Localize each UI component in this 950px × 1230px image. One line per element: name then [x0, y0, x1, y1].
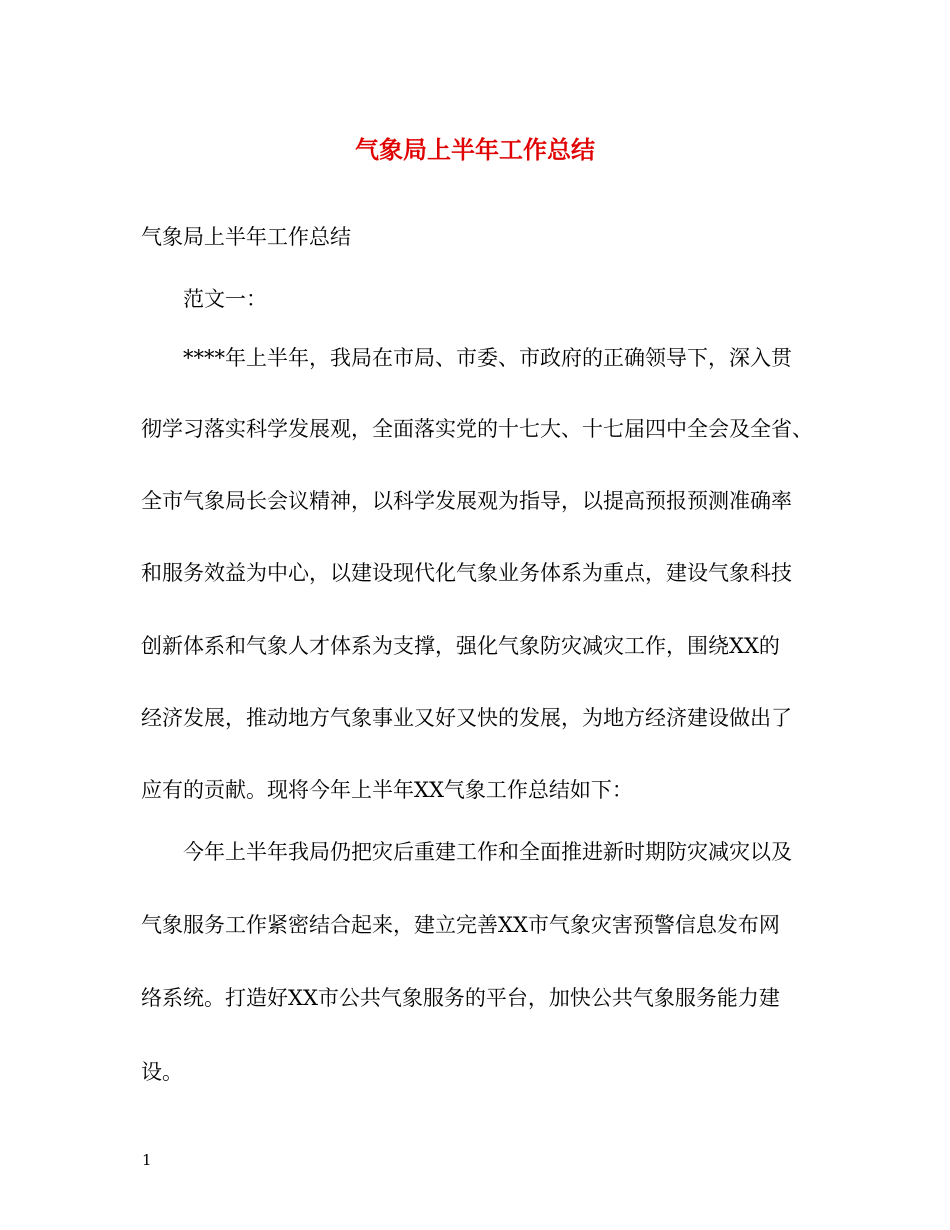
paragraph-line: 创新体系和气象人才体系为支撑，强化气象防灾减灾工作，围绕XX的 — [141, 634, 780, 658]
page-number: 1 — [142, 1151, 152, 1169]
paragraph-line: 全市气象局长会议精神，以科学发展观为指导，以提高预报预测准确率 — [141, 489, 792, 513]
paragraph-line: 络系统。打造好XX市公共气象服务的平台，加快公共气象服务能力建 — [141, 986, 780, 1010]
section-label: 范文一： — [183, 287, 267, 311]
page-title: 气象局上半年工作总结 — [355, 135, 595, 164]
paragraph-line: 今年上半年我局仍把灾后重建工作和全面推进新时期防灾减灾以及 — [183, 840, 792, 864]
paragraph-line: 应有的贡献。现将今年上半年XX气象工作总结如下： — [141, 778, 633, 802]
paragraph-line: 彻学习落实科学发展观，全面落实党的十七大、十七届四中全会及全省、 — [141, 417, 813, 441]
paragraph-line: 气象服务工作紧密结合起来，建立完善XX市气象灾害预警信息发布网 — [141, 913, 780, 937]
document-subtitle: 气象局上半年工作总结 — [141, 225, 351, 249]
paragraph-line: 和服务效益为中心，以建设现代化气象业务体系为重点，建设气象科技 — [141, 561, 792, 585]
paragraph-line: ****年上半年，我局在市局、市委、市政府的正确领导下，深入贯 — [183, 346, 792, 370]
paragraph-line: 设。 — [141, 1060, 183, 1084]
paragraph-line: 经济发展，推动地方气象事业又好又快的发展，为地方经济建设做出了 — [141, 706, 792, 730]
